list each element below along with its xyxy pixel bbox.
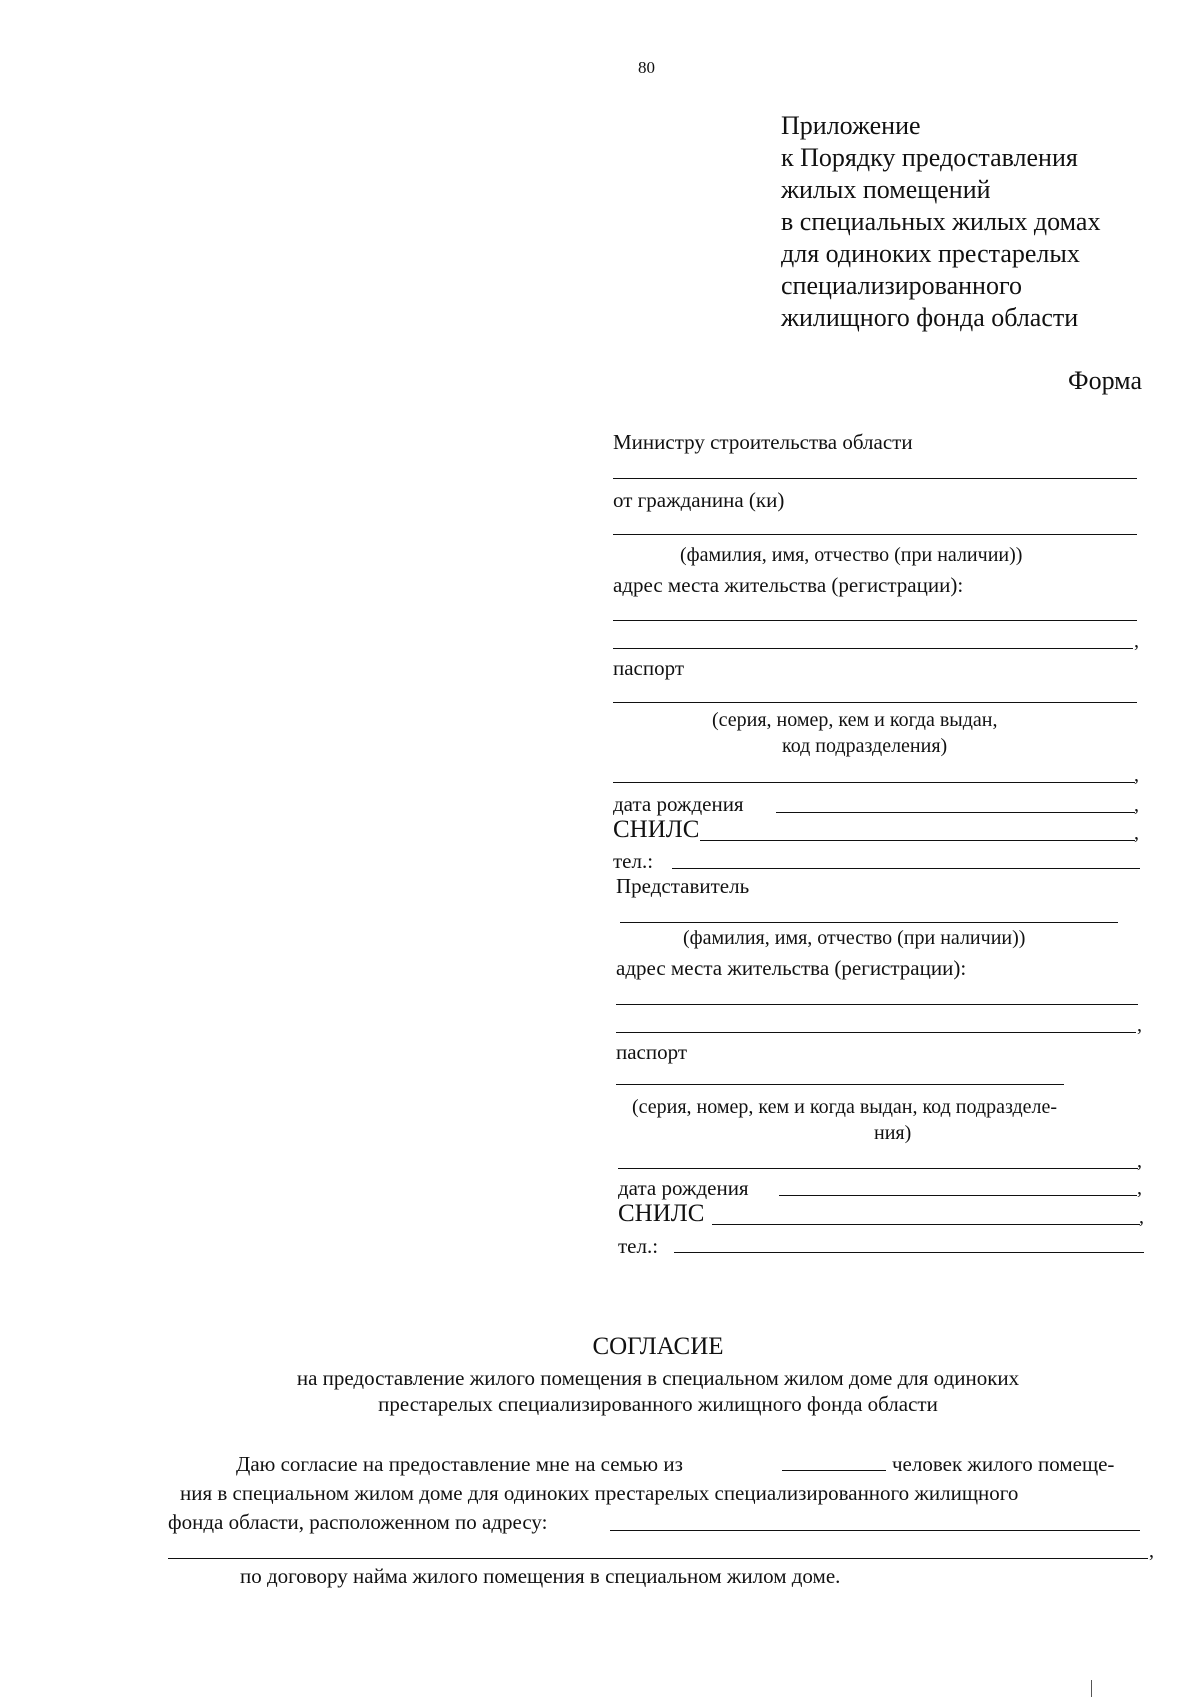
citizen-passport-line-2[interactable]	[613, 782, 1135, 783]
citizen-phone-label: тел.:	[613, 849, 654, 873]
citizen-passport-hint: (серия, номер, кем и когда выдан,	[712, 709, 998, 731]
comma: ,	[1137, 1150, 1142, 1172]
appendix-header	[781, 110, 1100, 334]
representative-passport-line[interactable]	[616, 1084, 1064, 1085]
consent-body-line: ния в специальном жилом доме для одиноких престарелых специализированного жилищного	[180, 1481, 1019, 1505]
consent-body-line: по договору найма жилого помещения в специальном жилом доме.	[240, 1564, 841, 1588]
consent-title: СОГЛАСИЕ	[592, 1333, 724, 1360]
representative-address-line-1[interactable]	[616, 1004, 1138, 1005]
comma: ,	[1139, 1206, 1144, 1228]
comma: ,	[1134, 764, 1139, 786]
representative-phone-label: тел.:	[618, 1234, 659, 1258]
representative-address-label: адрес места жительства (регистрации):	[616, 956, 967, 980]
citizen-birth-line[interactable]	[776, 812, 1135, 813]
addressee-blank-line[interactable]	[613, 478, 1137, 479]
representative-address-line-2[interactable]	[616, 1032, 1136, 1033]
citizen-snils-label: СНИЛС	[613, 816, 700, 843]
consent-address-line-1[interactable]	[610, 1530, 1140, 1531]
representative-passport-line-2[interactable]	[618, 1168, 1138, 1169]
comma: ,	[1134, 822, 1139, 844]
representative-passport-hint: ния)	[874, 1122, 912, 1144]
citizen-snils-line[interactable]	[700, 840, 1135, 841]
representative-passport-label: паспорт	[616, 1040, 688, 1064]
citizen-address-line-1[interactable]	[613, 620, 1137, 621]
consent-address-line-2[interactable]	[168, 1558, 1148, 1559]
citizen-birth-label: дата рождения	[613, 792, 744, 816]
consent-subtitle: престарелых специализированного жилищного фонда области	[378, 1392, 938, 1416]
representative-phone-line[interactable]	[674, 1252, 1144, 1253]
representative-passport-hint: (серия, номер, кем и когда выдан, код подразделе-	[632, 1096, 1058, 1118]
representative-fio-line[interactable]	[620, 922, 1118, 923]
family-size-blank[interactable]	[782, 1470, 886, 1471]
representative-fio-hint: (фамилия, имя, отчество (при наличии))	[683, 927, 1026, 949]
comma: ,	[1149, 1540, 1154, 1562]
consent-subtitle: на предоставление жилого помещения в специальном жилом доме для одиноких	[296, 1366, 1020, 1390]
citizen-passport-hint: код подразделения)	[782, 735, 948, 757]
page-number: 80	[638, 58, 655, 77]
representative-birth-line[interactable]	[779, 1195, 1137, 1196]
citizen-address-label: адрес места жительства (регистрации):	[613, 573, 964, 597]
representative-snils-line[interactable]	[712, 1224, 1140, 1225]
appendix-line: к Порядку предоставления	[781, 143, 1078, 172]
consent-body-line: фонда области, расположенном по адресу:	[168, 1510, 548, 1534]
appendix-line: в специальных жилых домах	[781, 207, 1101, 236]
appendix-line: для одиноких престарелых	[781, 239, 1080, 268]
from-citizen-label: от гражданина (ки)	[613, 488, 785, 512]
representative-label: Представитель	[616, 874, 750, 898]
citizen-fio-line[interactable]	[613, 534, 1137, 535]
citizen-passport-line[interactable]	[613, 702, 1137, 703]
consent-body-line: человек жилого помеще-	[892, 1452, 1115, 1476]
consent-body-line: Даю согласие на предоставление мне на семью из	[236, 1452, 683, 1476]
citizen-phone-line[interactable]	[672, 868, 1140, 869]
comma: ,	[1134, 794, 1139, 816]
citizen-address-line-2[interactable]	[613, 648, 1133, 649]
comma: ,	[1137, 1014, 1142, 1036]
citizen-passport-label: паспорт	[613, 656, 685, 680]
appendix-line: Приложение	[781, 111, 921, 140]
representative-snils-label: СНИЛС	[618, 1200, 705, 1227]
appendix-line: специализированного	[781, 271, 1022, 300]
representative-birth-label: дата рождения	[618, 1176, 749, 1200]
comma: ,	[1134, 630, 1139, 652]
scan-edge-mark	[1091, 1680, 1092, 1697]
comma: ,	[1137, 1177, 1142, 1199]
appendix-line: жилых помещений	[781, 175, 991, 204]
form-label: Форма	[1068, 366, 1142, 395]
addressee: Министру строительства области	[613, 430, 913, 454]
citizen-fio-hint: (фамилия, имя, отчество (при наличии))	[680, 544, 1023, 566]
appendix-line: жилищного фонда области	[781, 303, 1079, 332]
